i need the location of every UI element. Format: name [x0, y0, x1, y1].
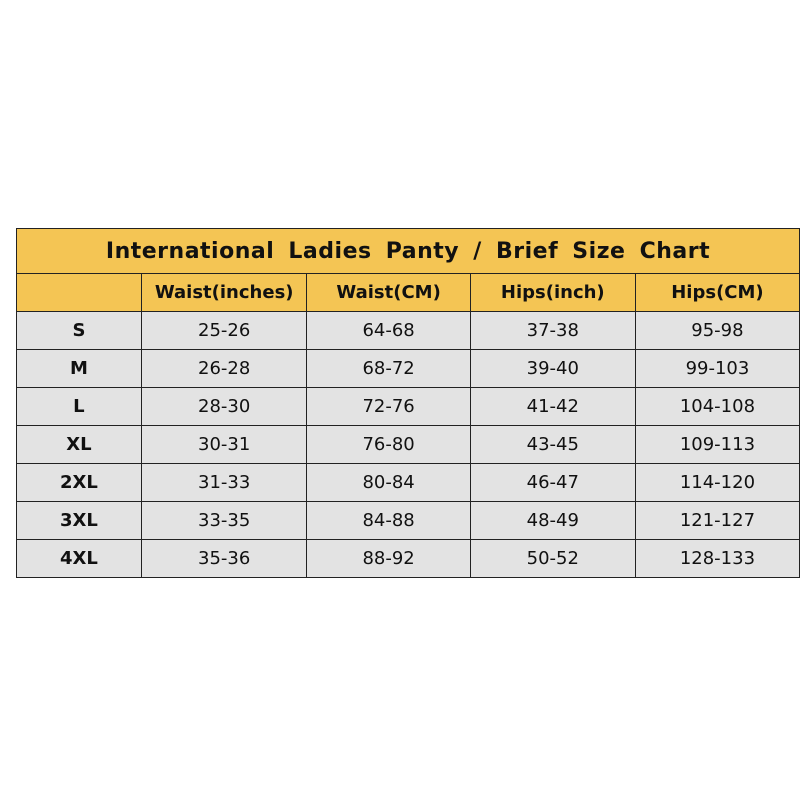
size-label: M [17, 350, 142, 388]
table-row [17, 388, 800, 426]
waist-inches-cell: 35-36 [141, 540, 307, 578]
column-header-waist-inches: Waist(inches) [141, 274, 307, 312]
hips-inch-cell: 50-52 [470, 540, 635, 578]
waist-inches-cell: 28-30 [141, 388, 307, 426]
hips-inch-cell: 43-45 [470, 426, 635, 464]
waist-cm-cell: 68-72 [307, 350, 470, 388]
waist-cm-cell: 76-80 [307, 426, 470, 464]
waist-inches-cell: 30-31 [141, 426, 307, 464]
hips-cm-cell: 109-113 [635, 426, 799, 464]
waist-inches-cell: 25-26 [141, 312, 307, 350]
size-label: 3XL [17, 502, 142, 540]
hips-inch-cell: 39-40 [470, 350, 635, 388]
waist-inches-cell: 26-28 [141, 350, 307, 388]
size-label: XL [17, 426, 142, 464]
hips-cm-cell: 121-127 [635, 502, 799, 540]
table-row [17, 350, 800, 388]
hips-cm-cell: 99-103 [635, 350, 799, 388]
size-chart-table [16, 228, 800, 578]
size-label: S [17, 312, 142, 350]
table-row [17, 540, 800, 578]
table-row [17, 312, 800, 350]
waist-cm-cell: 88-92 [307, 540, 470, 578]
hips-cm-cell: 95-98 [635, 312, 799, 350]
hips-inch-cell: 37-38 [470, 312, 635, 350]
waist-cm-cell: 64-68 [307, 312, 470, 350]
chart-title: International Ladies Panty / Brief Size Chart [17, 229, 800, 274]
waist-cm-cell: 84-88 [307, 502, 470, 540]
hips-inch-cell: 48-49 [470, 502, 635, 540]
table-row [17, 502, 800, 540]
table-row [17, 464, 800, 502]
column-header-row [17, 274, 800, 312]
column-header-hips-inch: Hips(inch) [470, 274, 635, 312]
size-label: L [17, 388, 142, 426]
column-header-hips-cm: Hips(CM) [635, 274, 799, 312]
hips-inch-cell: 41-42 [470, 388, 635, 426]
waist-inches-cell: 33-35 [141, 502, 307, 540]
hips-cm-cell: 128-133 [635, 540, 799, 578]
waist-cm-cell: 80-84 [307, 464, 470, 502]
size-label: 4XL [17, 540, 142, 578]
waist-inches-cell: 31-33 [141, 464, 307, 502]
hips-cm-cell: 104-108 [635, 388, 799, 426]
hips-cm-cell: 114-120 [635, 464, 799, 502]
size-label: 2XL [17, 464, 142, 502]
table-row [17, 426, 800, 464]
column-header-size [17, 274, 142, 312]
hips-inch-cell: 46-47 [470, 464, 635, 502]
column-header-waist-cm: Waist(CM) [307, 274, 470, 312]
waist-cm-cell: 72-76 [307, 388, 470, 426]
